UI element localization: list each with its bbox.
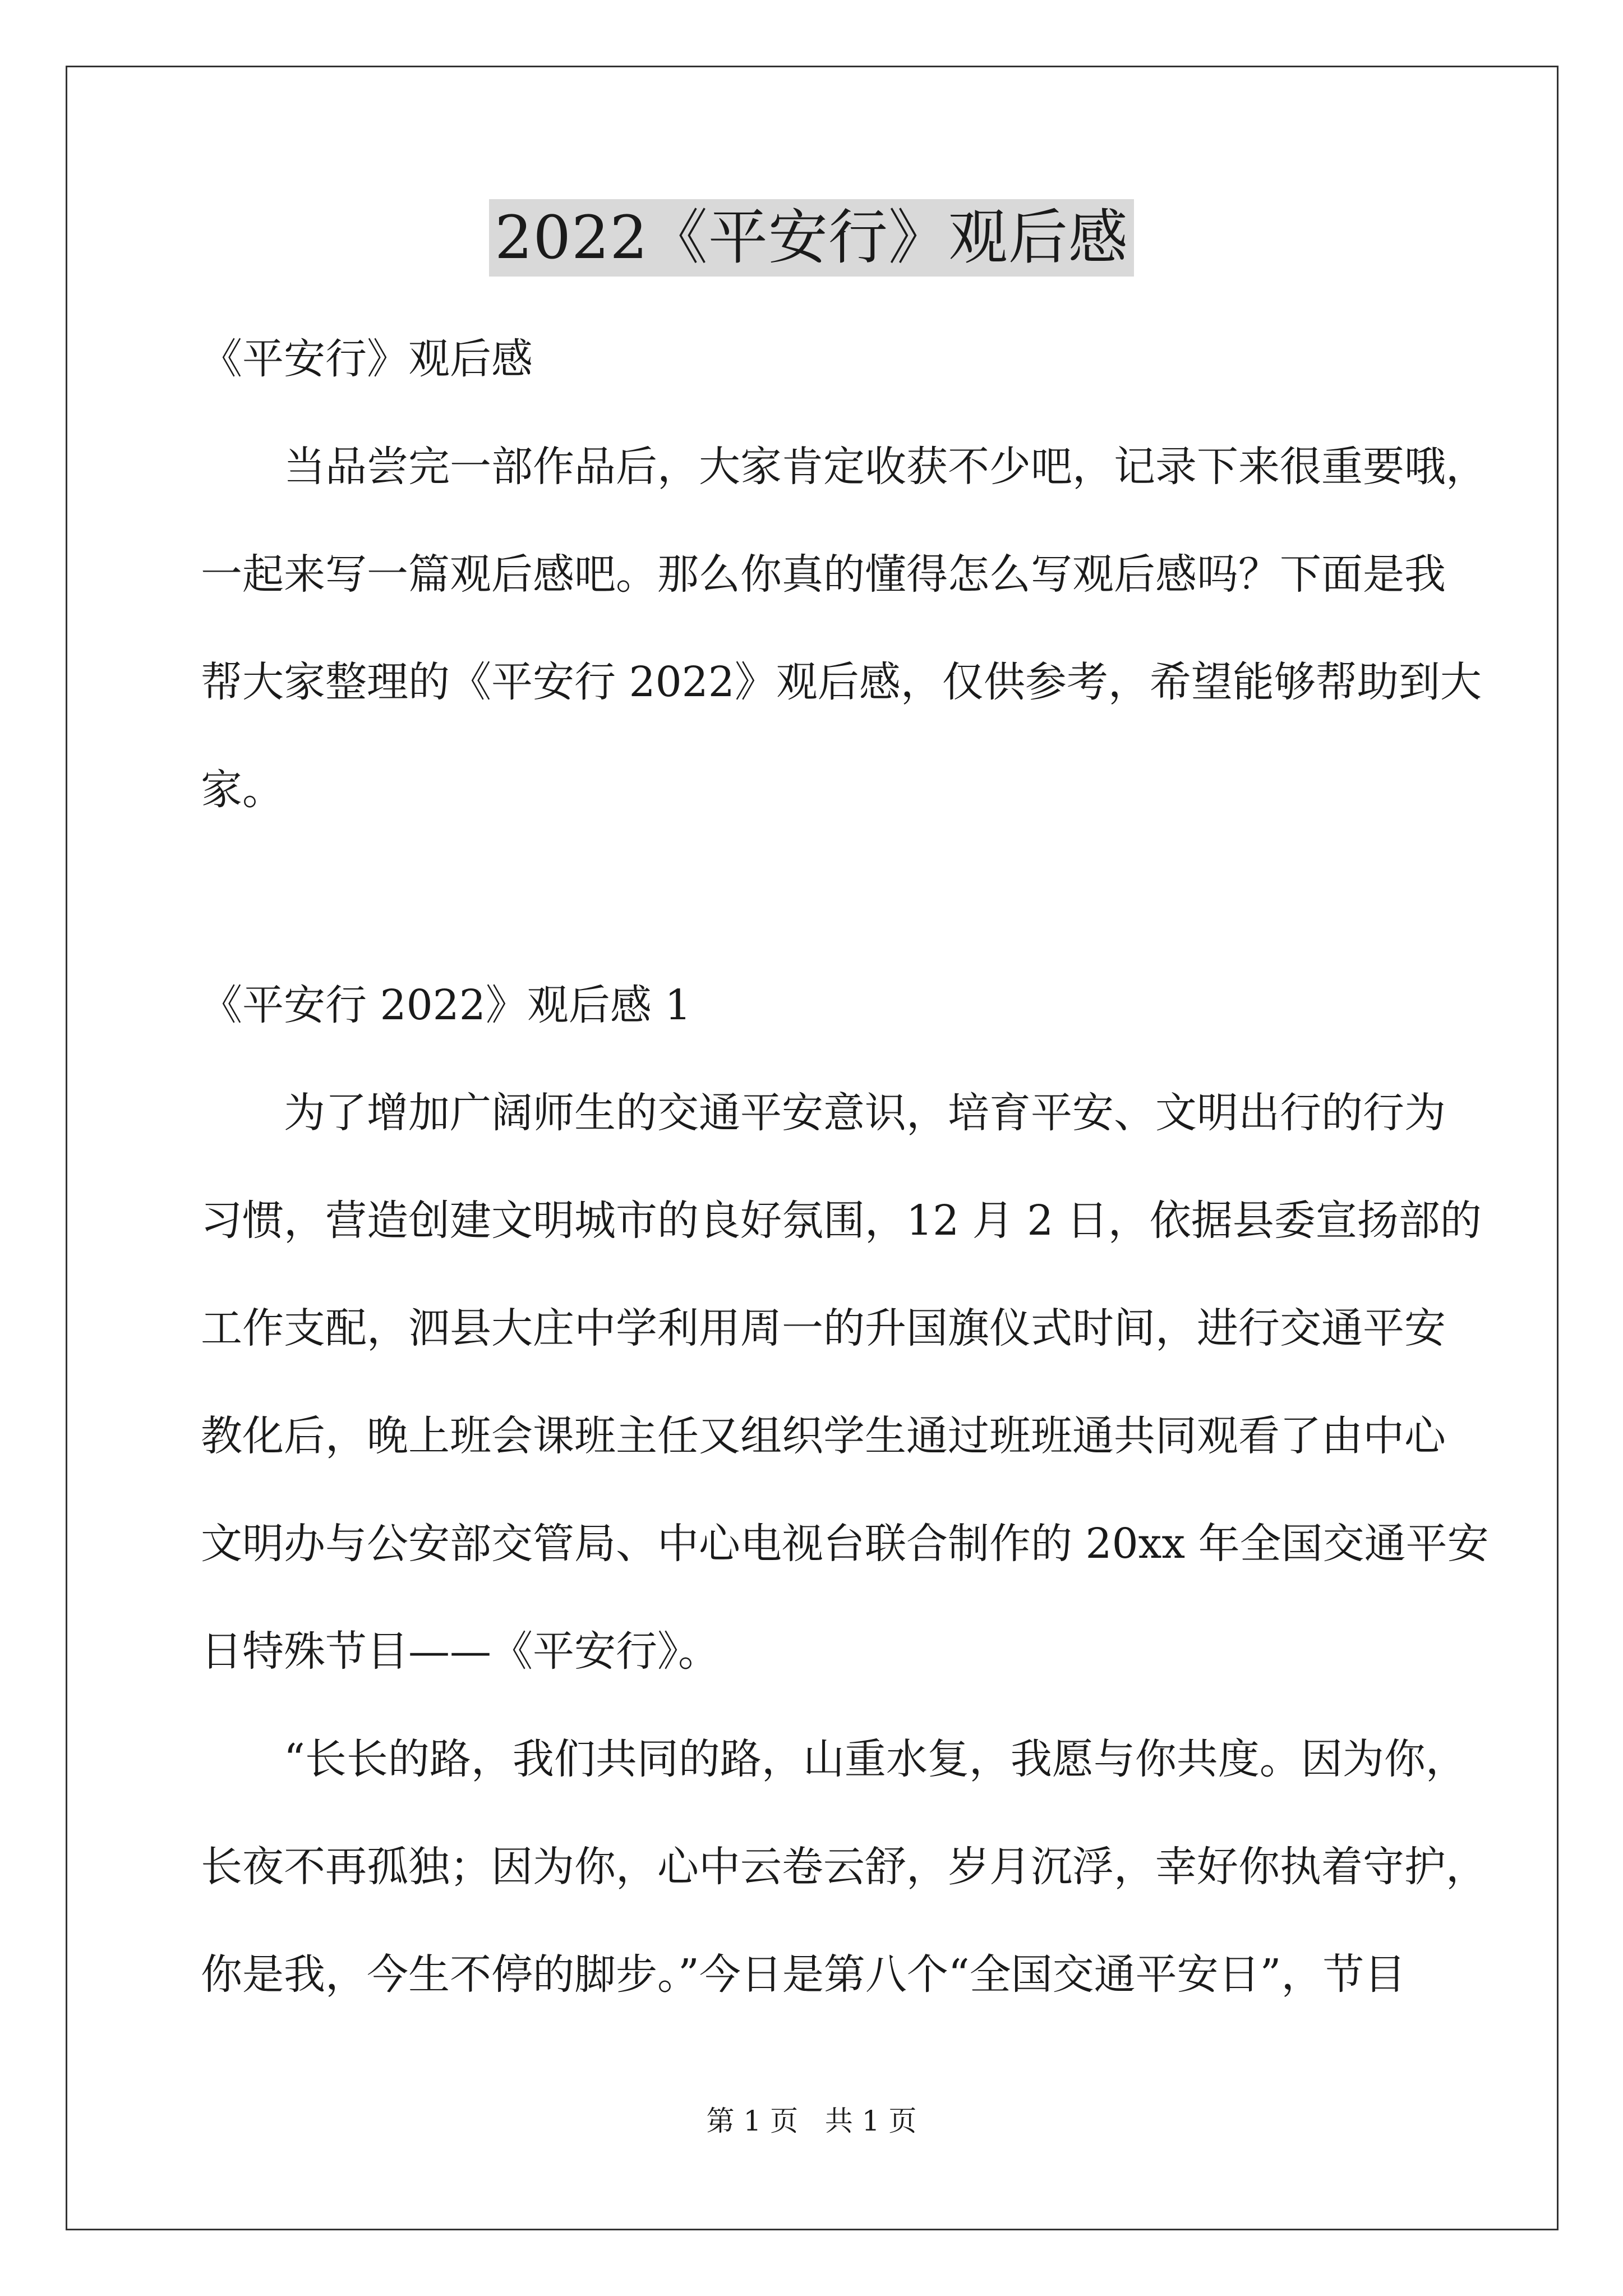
body-line: 《平安行 2022》观后感 1 bbox=[201, 981, 691, 1029]
body-line: 当品尝完一部作品后，大家肯定收获不少吧，记录下来很重要哦， bbox=[284, 443, 1487, 491]
body-line: 为了增加广阔师生的交通平安意识，培育平安、文明出行的行为 bbox=[284, 1089, 1446, 1137]
body-line: 你是我，今生不停的脚步。”今日是第八个“全国交通平安日”，节目 bbox=[201, 1950, 1406, 1999]
title-container bbox=[0, 199, 1623, 277]
body-line: 一起来写一篇观后感吧。那么你真的懂得怎么写观后感吗？下面是我 bbox=[201, 550, 1446, 599]
blank-line bbox=[201, 844, 1435, 951]
body-line: 《平安行》观后感 bbox=[201, 335, 533, 383]
document-body bbox=[201, 305, 1489, 2028]
body-line: 教化后，晚上班会课班主任又组织学生通过班班通共同观看了由中心 bbox=[201, 1412, 1446, 1460]
body-line: 习惯，营造创建文明城市的良好氛围，12 月 2 日，依据县委宣扬部的 bbox=[201, 1197, 1482, 1245]
body-line: “长长的路，我们共同的路，山重水复，我愿与你共度。因为你， bbox=[284, 1735, 1467, 1783]
body-line: 帮大家整理的《平安行 2022》观后感，仅供参考，希望能够帮助到大 bbox=[201, 658, 1482, 706]
document-title: 2022《平安行》观后感 bbox=[489, 199, 1134, 277]
body-line: 文明办与公安部交管局、中心电视台联合制作的 20xx 年全国交通平安 bbox=[201, 1520, 1489, 1568]
body-line: 日特殊节目——《平安行》。 bbox=[201, 1627, 720, 1676]
page-footer bbox=[0, 2101, 1623, 2141]
page-number: 第 1 页 共 1 页 bbox=[706, 2105, 917, 2137]
body-line: 工作支配，泗县大庄中学利用周一的升国旗仪式时间，进行交通平安 bbox=[201, 1304, 1446, 1352]
body-line: 家。 bbox=[201, 766, 284, 814]
body-line: 长夜不再孤独；因为你，心中云卷云舒，岁月沉浮，幸好你执着守护， bbox=[201, 1843, 1487, 1891]
